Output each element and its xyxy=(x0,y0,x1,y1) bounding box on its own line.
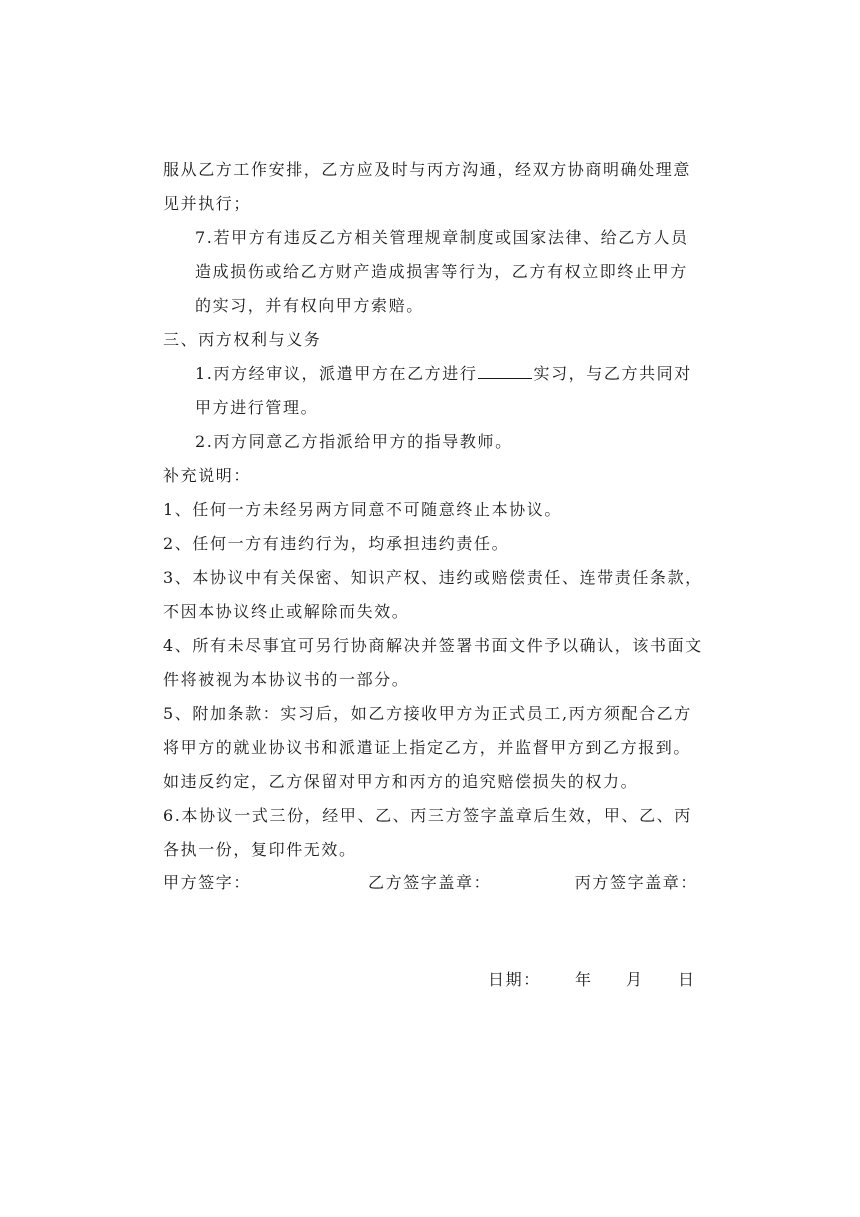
supplementary-item-5: 5、附加条款：实习后，如乙方接收甲方为正式员工,丙方须配合乙方将甲方的就业协议书和派遣证上指定乙方，并监督甲方到乙方报到。如违反约定，乙方保留对甲方和丙方的追究赔偿损失的权力。 xyxy=(163,704,692,791)
clause-c1-text-after: 实习，与乙方共同对甲方进行管理。 xyxy=(195,364,692,417)
supplementary-item-6: 6.本协议一式三份，经甲、乙、丙三方签字盖章后生效，甲、乙、丙各执一份，复印件无效。 xyxy=(163,806,692,859)
party-c-signature-label: 丙方签字盖章： xyxy=(574,873,698,892)
supplementary-item-2: 2、任何一方有违约行为，均承担违约责任。 xyxy=(163,534,510,553)
supplementary-item-3: 3、本协议中有关保密、知识产权、违约或赔偿责任、连带责任条款，不因本协议终止或解除而失效。 xyxy=(163,568,703,621)
signature-row xyxy=(163,866,698,900)
paragraph-work-arrangement: 服从乙方工作安排，乙方应及时与丙方沟通，经双方协商明确处理意见并执行； xyxy=(163,160,692,213)
section-heading-party-c: 三、丙方权利与义务 xyxy=(163,330,322,349)
date-row xyxy=(488,963,698,997)
party-b-signature-label: 乙方签字盖章： xyxy=(368,873,492,892)
clause-c1-text-before: 1.丙方经审议，派遣甲方在乙方进行 xyxy=(195,364,478,383)
date-year-label: 年 xyxy=(575,970,593,989)
clause-7-violation: 7.若甲方有违反乙方相关管理规章制度或国家法律、给乙方人员造成损伤或给乙方财产造成损害等行为，乙方有权立即终止甲方的实习，并有权向甲方索赔。 xyxy=(195,228,689,315)
clause-c1-dispatch xyxy=(163,357,703,425)
clause-c2-teacher: 2.丙方同意乙方指派给甲方的指导教师。 xyxy=(195,432,513,451)
supplementary-heading: 补充说明： xyxy=(163,466,252,485)
agreement-body xyxy=(163,153,703,867)
date-day-label: 日 xyxy=(678,970,696,989)
fill-in-blank-line[interactable] xyxy=(478,361,532,379)
supplementary-item-4: 4、所有未尽事宜可另行协商解决并签署书面文件予以确认，该书面文件将被视为本协议书的一部分。 xyxy=(163,636,703,689)
date-month-label: 月 xyxy=(626,970,644,989)
date-label: 日期： xyxy=(488,970,541,989)
party-a-signature-label: 甲方签字： xyxy=(163,873,252,892)
supplementary-item-1: 1、任何一方未经另两方同意不可随意终止本协议。 xyxy=(163,500,562,519)
